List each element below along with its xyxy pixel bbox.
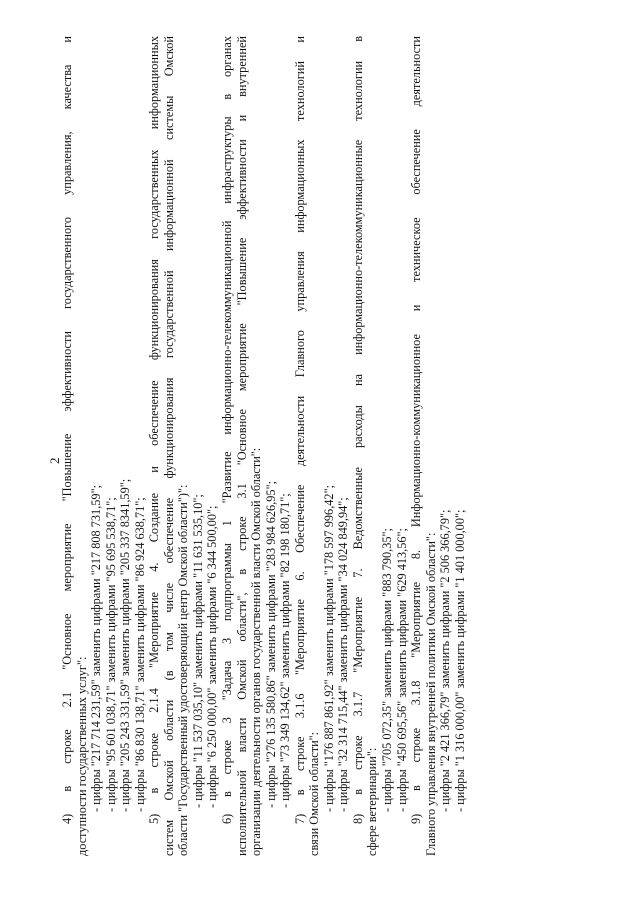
text-line: 9) в строке 3.1.8 "Мероприятие 8. Информационно-коммуникационное и техническое обеспечение деятельности — [409, 36, 424, 824]
text-line: - цифры "11 537 035,10" заменить цифрами "11 631 535,10"; — [190, 494, 205, 808]
text-line: 4) в строке 2.1 "Основное мероприятие "Повышение эффективности государственного управления, качества и — [60, 36, 74, 824]
text-line: - цифры "176 887 861,92" заменить цифрами "178 597 996,42"; — [321, 484, 336, 812]
page-number: 2 — [47, 457, 62, 464]
text-line: организации деятельности органов государственной власти Омской области": — [249, 447, 264, 856]
text-line: связи Омской области": — [307, 731, 322, 856]
text-line: систем Омской области (в том числе обеспечение функционирования государственной информационной системы Омской — [161, 36, 176, 856]
text-line: сфере ветеринарии": — [365, 747, 380, 856]
text-line: - цифры "705 072,35" заменить цифрами "883 790,35"; — [380, 528, 395, 812]
text-line: - цифры "276 135 580,86" заменить цифрами "283 984 626,95"; — [263, 480, 278, 808]
text-line: - цифры "2 421 366,79" заменить цифрами "2 506 366,79"; — [438, 509, 453, 812]
text-line: 5) в строке 2.1.4 "Мероприятие 4. Создание и обеспечение функционирования государственных информационных — [147, 36, 162, 824]
text-line: 8) в строке 3.1.7 "Мероприятие 7. Ведомственные расходы на информационно-телекоммуникационные технологии в — [350, 36, 365, 824]
text-line: - цифры "1 316 000,00" заменить цифрами "1 401 000,00"; — [452, 509, 467, 812]
text-line: - цифры "95 601 038,71" заменить цифрами "95 695 538,71"; — [103, 497, 118, 812]
text-line: - цифры "6 250 000,00" заменить цифрами "6 344 500,00"; — [205, 505, 220, 808]
text-line: - цифры "450 695,56" заменить цифрами "629 413,56"; — [394, 528, 409, 812]
text-line: - цифры "217 714 231,59" заменить цифрами "217 808 731,59"; — [89, 484, 104, 812]
text-line: 6) в строке 3 "Задача 3 подпрограммы 1 "Развитие информационно-телекоммуникационной инфраструктуры в органах — [220, 36, 235, 824]
text-line: - цифры "205 243 331,59" заменить цифрами "205 337 8341,59"; — [118, 478, 133, 812]
text-line: Главного управления внутренней политики Омской области": — [423, 532, 438, 856]
text-line: - цифры "73 349 134,62" заменить цифрами "82 198 180,71"; — [278, 493, 293, 808]
text-line: - цифры "32 314 715,44" заменить цифрами "34 024 849,94"; — [336, 497, 351, 812]
text-line: исполнительной власти Омской области", в строке 3.1 "Основное мероприятие "Повышение эффективности и внутренней — [234, 36, 249, 856]
document-body — [60, 36, 467, 856]
text-line: области "Государственный удостоверяющий центр Омской области")": — [176, 484, 191, 856]
text-line: - цифры "86 830 138,71" заменить цифрами "86 924 638,71"; — [132, 497, 147, 812]
text-line: доступности государственных услуг": — [74, 656, 89, 856]
text-line: 7) в строке 3.1.6 "Мероприятие 6. Обеспечение деятельности Главного управления информационных технологий и — [292, 36, 307, 824]
